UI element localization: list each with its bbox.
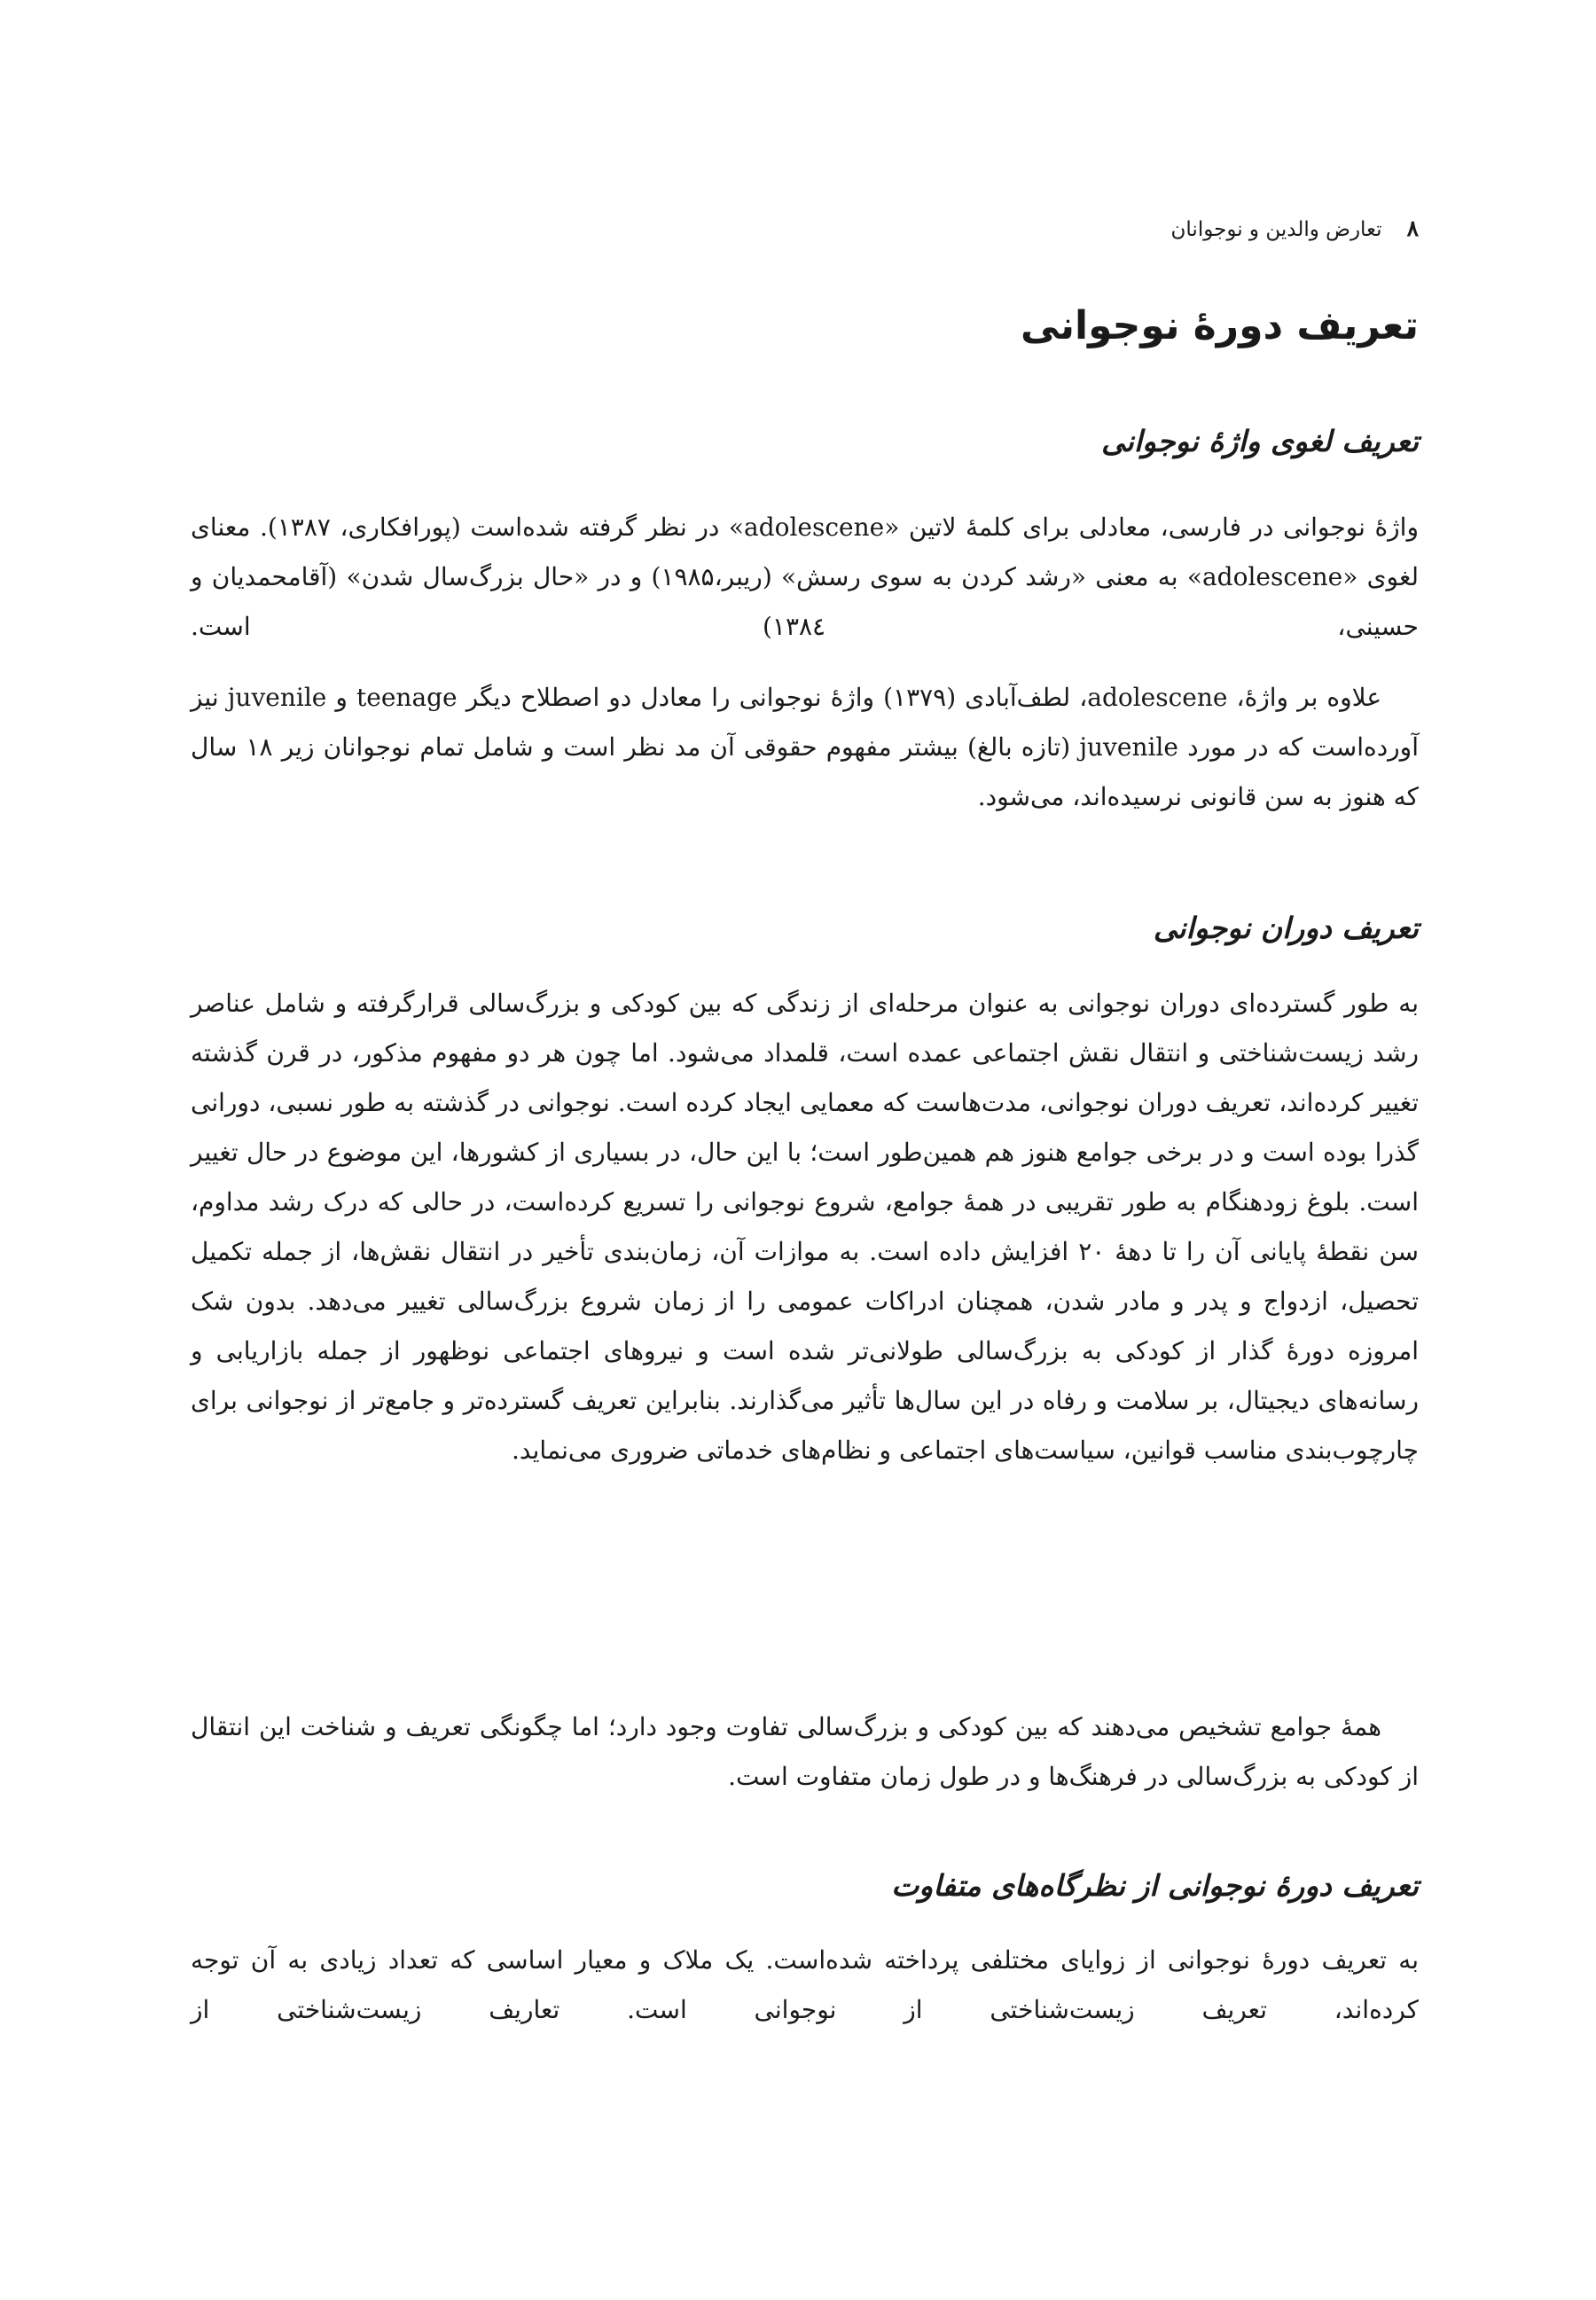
section-heading-period: تعریف دوران نوجوانی	[1153, 911, 1419, 945]
paragraph-period-2: همهٔ جوامع تشخیص می‌دهند که بین کودکی و بزرگ‌سالی تفاوت وجود دارد؛ اما چگونگی تعریف و شناخت این انتقال از کودکی به بزرگ‌سالی در فرهنگ‌ها و در طول زمان متفاوت است.	[191, 1712, 1419, 1791]
paragraph-lexical-1: واژهٔ نوجوانی در فارسی، معادلی برای کلمهٔ لاتین «adolescene» در نظر گرفته شده‌است (پورافکاری، ۱۳۸۷). معنای لغوی «adolescene» به معنی «رشد کردن به سوی رسش» (ریبر،۱۹۸۵) و در «حال بزرگ‌سال شدن» (آقامحمدیان و حسینی، ۱۳۸٤) است.	[191, 512, 1419, 641]
section-heading-viewpoints: تعریف دورهٔ نوجوانی از نظرگاه‌های متفاوت	[891, 1868, 1419, 1903]
section-heading-lexical: تعریف لغوی واژهٔ نوجوانی	[1101, 424, 1419, 458]
chapter-title: تعریف دورهٔ نوجوانی	[1020, 303, 1419, 348]
book-title: تعارض والدین و نوجوانان	[1170, 218, 1382, 241]
paragraph-period-1: به طور گسترده‌ای دوران نوجوانی به عنوان مرحله‌ای از زندگی که بین کودکی و بزرگ‌سالی قرارگرفته و شامل عناصر رشد زیست‌شناختی و انتقال نقش اجتماعی عمده است، قلمداد می‌شود. اما چون هر دو مفهوم مذکور، در قرن گذشته تغییر کرده‌اند، تعریف دوران نوجوانی، مدت‌هاست که معمایی ایجاد کرده است. نوجوانی در گذشته به طور نسبی، دورانی گذرا بوده است و در برخی جوامع هنوز هم همین‌طور است؛ با این حال، در بسیاری از کشورها، این موضوع در حال تغییر است. بلوغ زودهنگام به طور تقریبی در همهٔ جوامع، شروع نوجوانی را تسریع کرده‌است، در حالی که درک رشد مداوم، سن نقطهٔ پایانی آن را تا دههٔ ۲۰ افزایش داده است. به موازات آن، زمان‌بندی تأخیر در انتقال نقش‌ها، از جمله تکمیل تحصیل، ازدواج و پدر و مادر شدن، همچنان ادراکات عمومی را از زمان شروع بزرگ‌سالی تغییر می‌دهد. بدون شک امروزه دورهٔ گذار از کودکی به بزرگ‌سالی طولانی‌تر شده است و نیروهای اجتماعی نوظهور از جمله بازاریابی و رسانه‌های دیجیتال، بر سلامت و رفاه در این سال‌ها تأثیر می‌گذارند. بنابراین تعریف گسترده‌تر و جامع‌تر از نوجوانی برای چارچوب‌بندی مناسب قوانین، سیاست‌های اجتماعی و نظام‌های خدماتی ضروری می‌نماید.	[191, 989, 1420, 1465]
page-number: ۸	[1406, 215, 1419, 241]
paragraph-viewpoints-1: به تعریف دورهٔ نوجوانی از زوایای مختلفی پرداخته شده‌است. یک ملاک و معیار اساسی که تعداد زیادی به آن توجه کرده‌اند، تعریف زیست‌شناختی از نوجوانی است. تعاریف زیست‌شناختی از	[191, 1945, 1419, 2024]
running-head	[1171, 215, 1419, 241]
paragraph-lexical-2: علاوه بر واژهٔ، adolescene، لطف‌آبادی (۱۳۷۹) واژهٔ نوجوانی را معادل دو اصطلاح دیگر teenage و juvenile نیز آورده‌است که در مورد juvenile (تازه بالغ) بیشتر مفهوم حقوقی آن مد نظر است و شامل تمام نوجوانان زیر ۱۸ سال که هنوز به سن قانونی نرسیده‌اند، می‌شود.	[191, 683, 1419, 811]
